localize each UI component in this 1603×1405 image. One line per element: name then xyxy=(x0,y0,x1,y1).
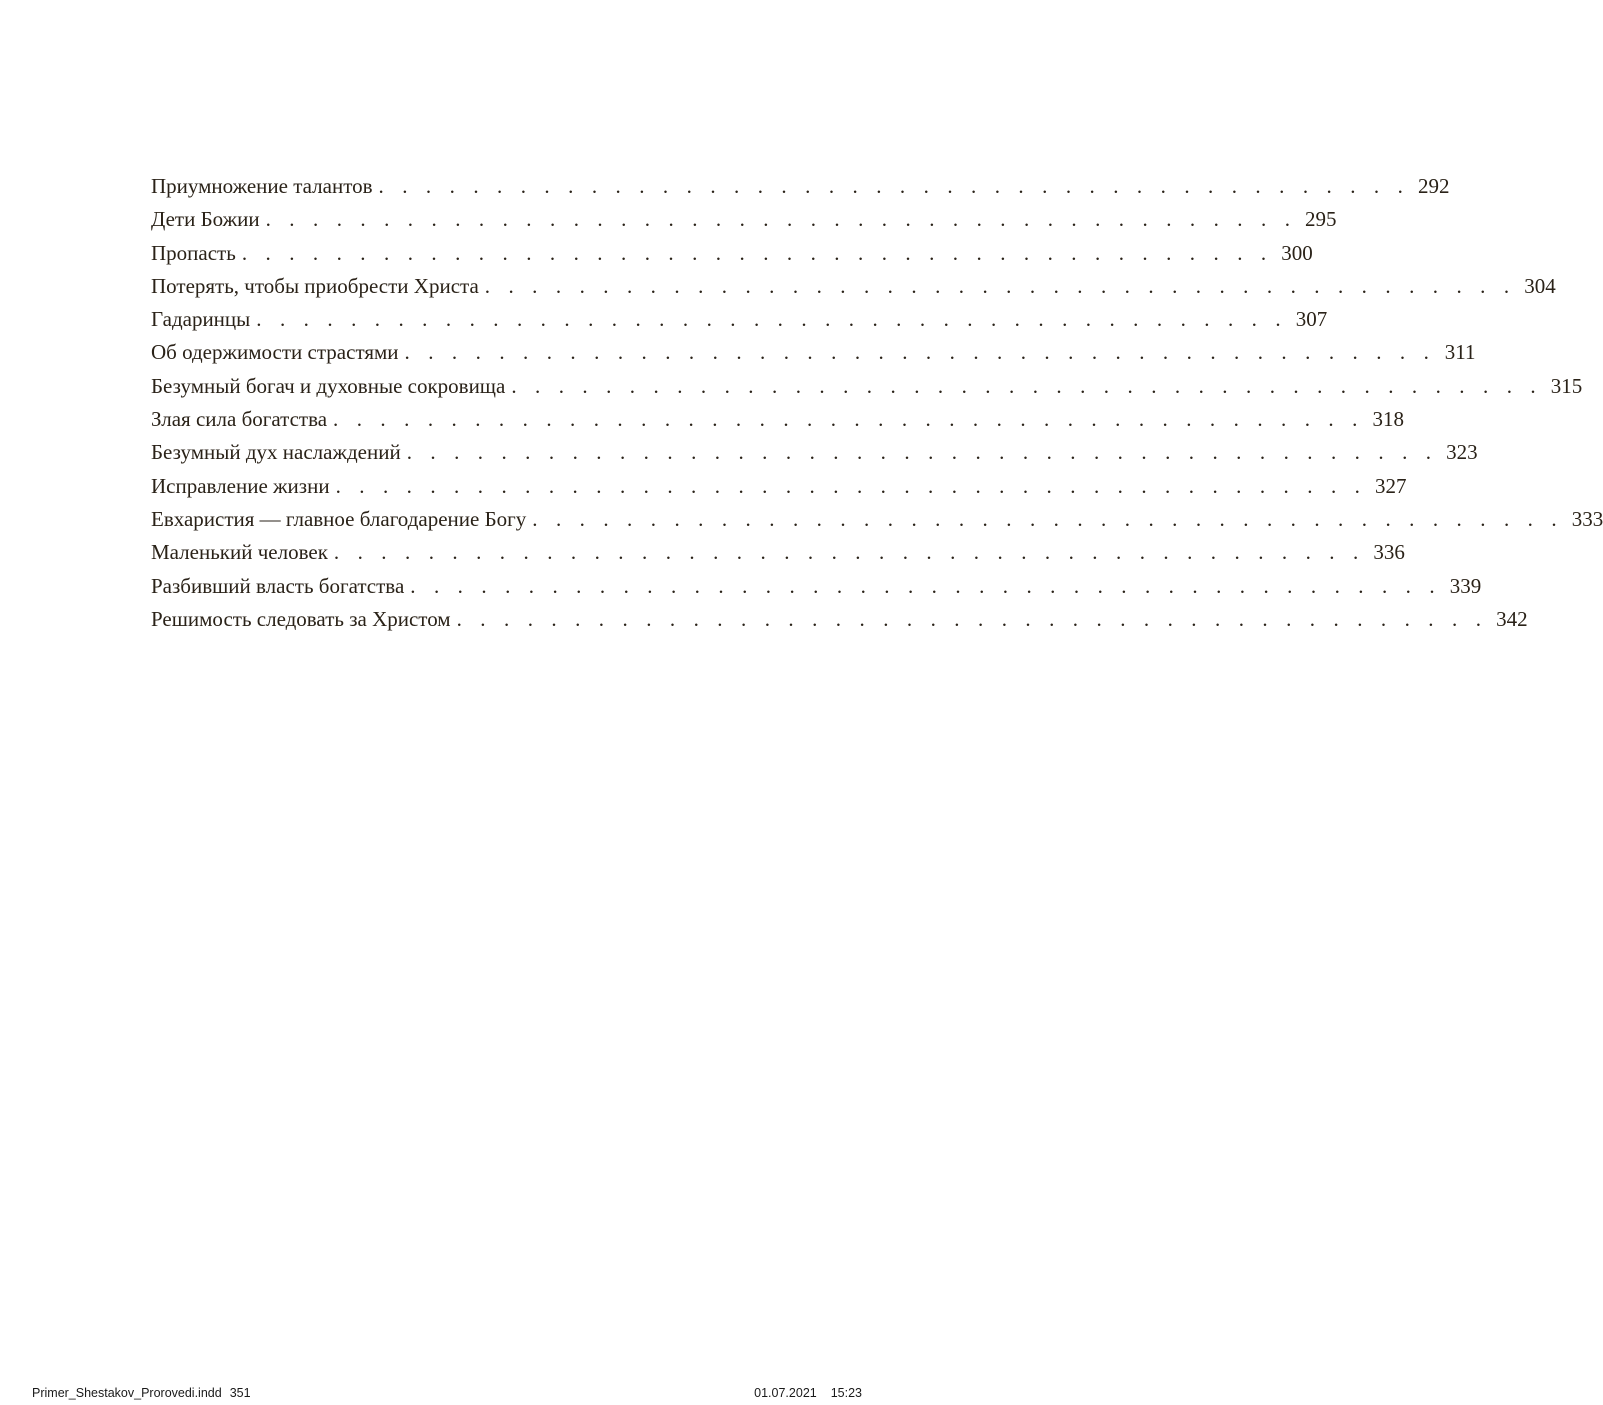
slug-filename: Primer_Shestakov_Prorovedi.indd xyxy=(32,1386,222,1400)
toc-entry-title: Потерять, чтобы приобрести Христа xyxy=(151,273,479,298)
toc-entry-title: Гадаринцы xyxy=(151,307,251,332)
toc-entry-title: Решимость следовать за Христом xyxy=(151,606,451,631)
dot-leader: . . . . . . . . . . . . . . . . . . . . . . . . . . . . . . . . . . . . . . . . . . . . xyxy=(333,540,1365,565)
toc-entry xyxy=(151,403,1404,436)
slug-time: 15:23 xyxy=(830,1386,862,1400)
toc-entry-title: Разбивший власть богатства xyxy=(151,573,405,598)
toc-entry-page: 327 xyxy=(1375,473,1407,498)
toc-entry-page: 323 xyxy=(1446,440,1478,465)
dot-leader: . . . . . . . . . . . . . . . . . . . . . . . . . . . . . . . . . . . . . . . . . . . . xyxy=(410,573,1442,598)
toc-entry xyxy=(151,336,1476,369)
dot-leader: . . . . . . . . . . . . . . . . . . . . . . . . . . . . . . . . . . . . . . . . . . . . xyxy=(256,307,1288,332)
dot-leader: . . . . . . . . . . . . . . . . . . . . . . . . . . . . . . . . . . . . . . . . . . . . xyxy=(241,240,1273,265)
toc-entry-title: Приумножение талантов xyxy=(151,174,373,198)
toc-entry-page: 307 xyxy=(1295,307,1328,332)
toc-entry-title: Маленький человек xyxy=(151,540,328,565)
toc-entry-title: Евхаристия — главное благодарение Богу xyxy=(151,506,527,531)
toc-entry xyxy=(151,203,1337,236)
toc-entry xyxy=(151,536,1405,569)
toc-entry-title: Дети Божии xyxy=(151,207,260,232)
toc-entry xyxy=(151,237,1313,270)
toc-entry-page: 300 xyxy=(1281,240,1313,265)
dot-leader: . . . . . . . . . . . . . . . . . . . . . . . . . . . . . . . . . . . . . . . . . . . . xyxy=(532,506,1564,531)
dot-leader: . . . . . . . . . . . . . . . . . . . . . . . . . . . . . . . . . . . . . . . . . . . . xyxy=(456,606,1488,631)
toc-entry-title: Безумный богач и духовные сокровища xyxy=(151,373,506,398)
toc-entry-page: 339 xyxy=(1449,573,1482,598)
toc-entry xyxy=(151,570,1482,603)
toc-entry-page: 292 xyxy=(1417,174,1450,198)
dot-leader: . . . . . . . . . . . . . . . . . . . . . . . . . . . . . . . . . . . . . . . . . . . . xyxy=(333,407,1364,432)
toc-entry-title: Пропасть xyxy=(151,240,236,265)
toc-entry-page: 318 xyxy=(1372,407,1404,432)
toc-entry-title: Безумный дух наслаждений xyxy=(151,440,401,465)
toc-entry-page: 304 xyxy=(1524,273,1556,298)
print-slug-timestamp xyxy=(754,1386,862,1400)
toc-entry-page: 342 xyxy=(1496,606,1528,631)
table-of-contents xyxy=(151,170,1603,636)
toc-entry-page: 336 xyxy=(1373,540,1405,565)
print-slug-file-info xyxy=(32,1386,251,1400)
dot-leader: . . . . . . . . . . . . . . . . . . . . . . . . . . . . . . . . . . . . . . . . . . . . xyxy=(406,440,1438,465)
toc-entry xyxy=(151,470,1407,503)
dot-leader: . . . . . . . . . . . . . . . . . . . . . . . . . . . . . . . . . . . . . . . . . . . . xyxy=(378,174,1410,198)
dot-leader: . . . . . . . . . . . . . . . . . . . . . . . . . . . . . . . . . . . . . . . . . . . . xyxy=(265,207,1297,232)
dot-leader: . . . . . . . . . . . . . . . . . . . . . . . . . . . . . . . . . . . . . . . . . . . . xyxy=(484,273,1516,298)
toc-entry-page: 315 xyxy=(1550,373,1583,398)
toc-entry xyxy=(151,503,1603,536)
toc-entry xyxy=(151,436,1478,469)
toc-entry xyxy=(151,303,1328,336)
toc-entry xyxy=(151,370,1583,403)
slug-page-number: 351 xyxy=(229,1386,251,1400)
toc-entry-page: 333 xyxy=(1571,506,1603,531)
toc-entry xyxy=(151,270,1556,303)
slug-date: 01.07.2021 xyxy=(754,1386,817,1400)
dot-leader: . . . . . . . . . . . . . . . . . . . . . . . . . . . . . . . . . . . . . . . . . . . . xyxy=(404,340,1436,365)
dot-leader: . . . . . . . . . . . . . . . . . . . . . . . . . . . . . . . . . . . . . . . . . . . . xyxy=(335,473,1367,498)
dot-leader: . . . . . . . . . . . . . . . . . . . . . . . . . . . . . . . . . . . . . . . . . . . . xyxy=(511,373,1543,398)
toc-entry-title: Злая сила богатства xyxy=(151,407,328,432)
toc-entry-page: 295 xyxy=(1305,207,1337,232)
toc-entry-title: Об одержимости страстями xyxy=(151,340,399,365)
toc-entry-title: Исправление жизни xyxy=(151,473,330,498)
toc-entry xyxy=(151,603,1528,636)
toc-entry-page: 311 xyxy=(1444,340,1476,365)
toc-entry xyxy=(151,170,1450,203)
